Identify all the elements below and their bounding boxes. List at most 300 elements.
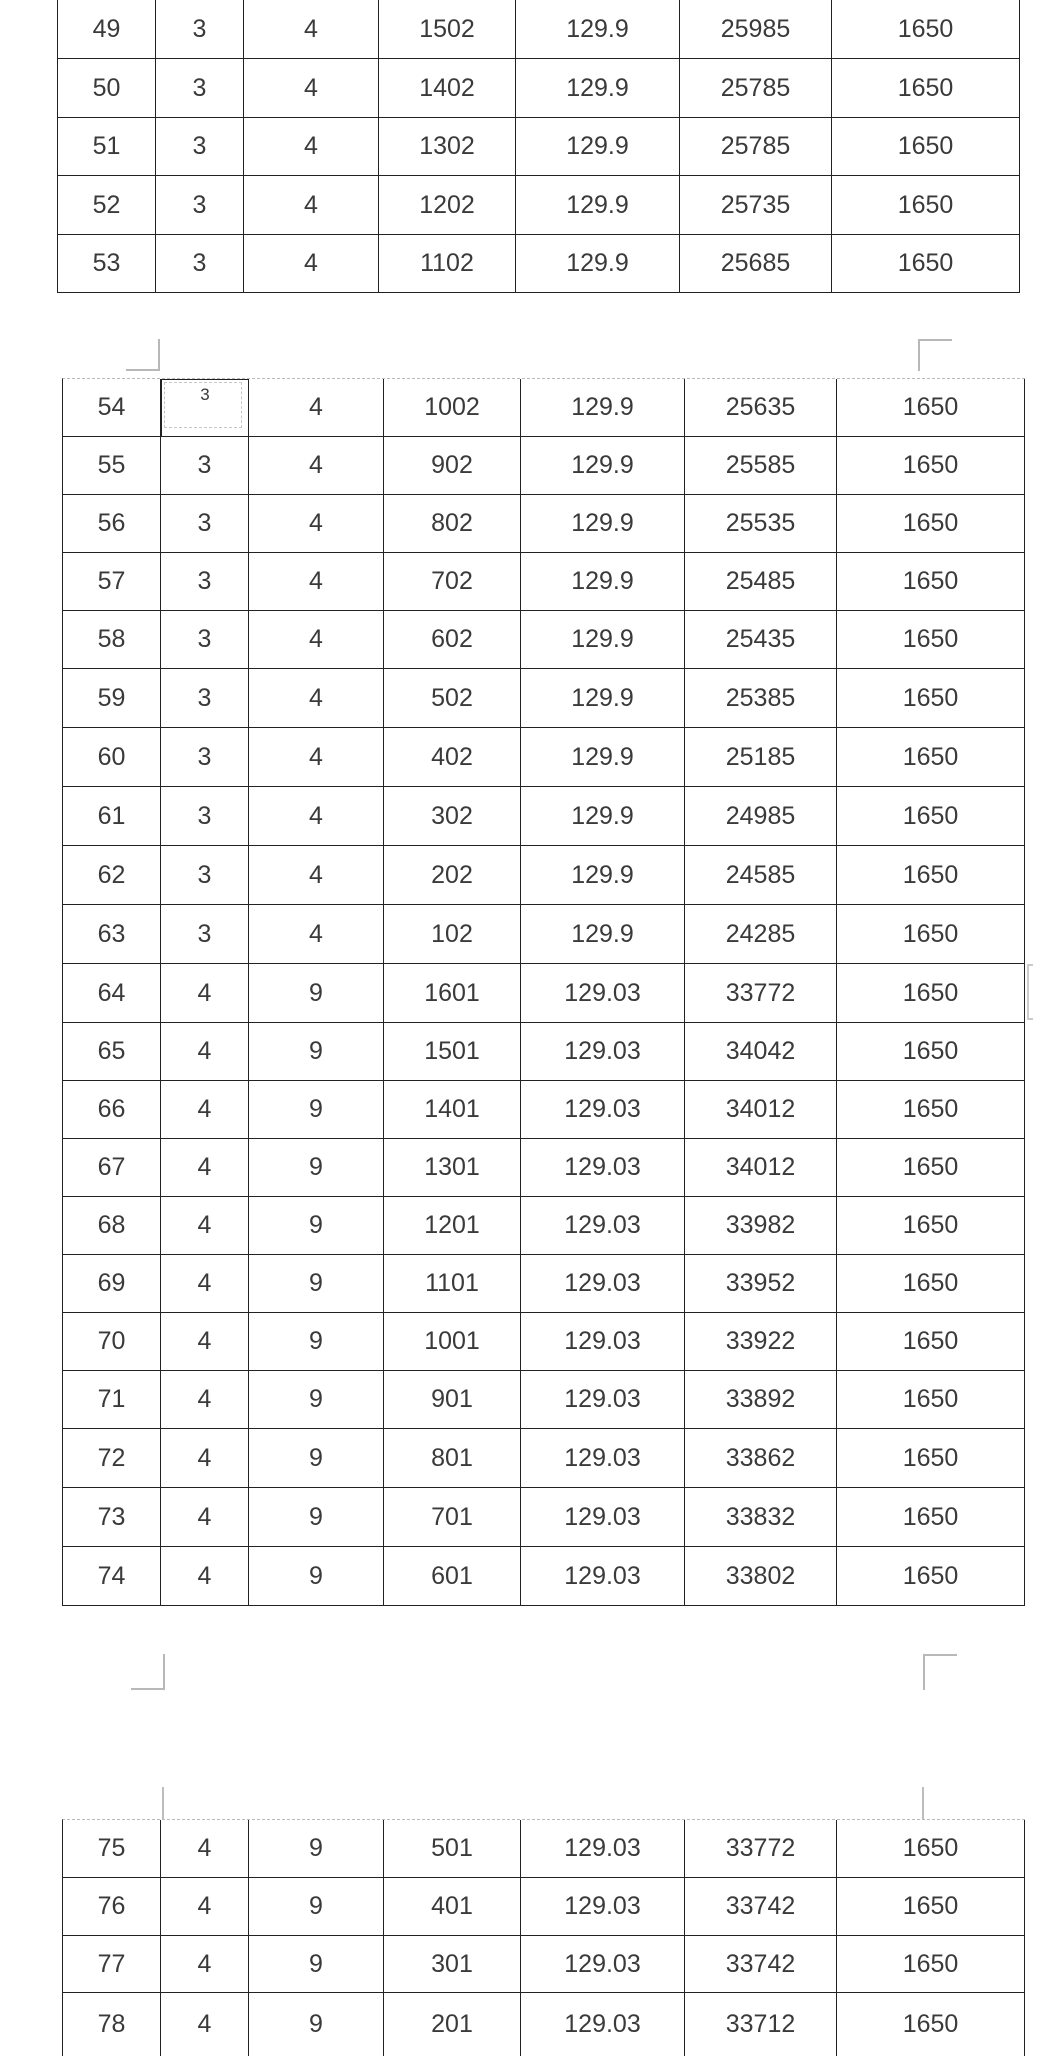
table-cell — [685, 1429, 837, 1488]
cell-value: 9 — [309, 1269, 323, 1297]
table-cell — [384, 905, 521, 964]
row-number-cell — [63, 1878, 161, 1936]
table-cell — [837, 905, 1025, 964]
table-cell — [832, 0, 1020, 59]
cell-value: 4 — [197, 1949, 212, 1978]
cell-value: 129.9 — [571, 742, 634, 771]
table-cell — [837, 1313, 1025, 1371]
row-number-cell — [63, 611, 161, 669]
table-cell — [521, 1081, 685, 1139]
cell-value: 4 — [309, 919, 323, 948]
cell-value: 69 — [97, 1269, 126, 1297]
table-cell — [249, 1023, 384, 1081]
cell-value: 3 — [197, 451, 212, 479]
cell-value: 3 — [192, 14, 207, 43]
table-cell — [161, 437, 249, 495]
cell-value: 1650 — [902, 683, 959, 712]
table-cell — [249, 611, 384, 669]
cell-value: 201 — [431, 2010, 473, 2038]
table-cell — [161, 1081, 249, 1139]
table-cell — [249, 846, 384, 905]
cell-value: 67 — [97, 1153, 126, 1181]
cell-value: 1401 — [424, 1095, 480, 1123]
table-cell — [521, 787, 685, 846]
table-cell — [384, 1023, 521, 1081]
table-cell — [837, 437, 1025, 495]
table-cell — [249, 1255, 384, 1313]
table-cell — [837, 1197, 1025, 1255]
row-number-cell — [63, 964, 161, 1023]
table-cell — [379, 59, 516, 118]
table-cell — [161, 964, 249, 1023]
table-cell — [249, 495, 384, 553]
cell-value: 9 — [309, 1502, 323, 1531]
cell-value: 25385 — [725, 683, 796, 712]
table-cell — [249, 728, 384, 787]
cell-value: 129.9 — [566, 73, 629, 102]
cell-value: 3 — [200, 385, 210, 404]
table-cell — [244, 235, 379, 293]
table-cell — [837, 1936, 1025, 1993]
table-cell — [384, 1488, 521, 1547]
cell-value: 25485 — [725, 567, 796, 595]
table-cell — [837, 846, 1025, 905]
table-cell — [521, 728, 685, 787]
cell-value: 34012 — [725, 1153, 796, 1181]
table-cell — [249, 1488, 384, 1547]
row-number-cell — [63, 787, 161, 846]
page-corner-marker-left — [131, 1654, 165, 1690]
table-cell — [384, 1878, 521, 1936]
cell-value: 1502 — [419, 14, 475, 43]
cell-value: 901 — [431, 1385, 473, 1413]
cell-value: 801 — [431, 1443, 473, 1472]
table-cell — [685, 1488, 837, 1547]
cell-value: 402 — [431, 742, 473, 771]
cell-value: 4 — [309, 860, 323, 889]
row-number-cell — [63, 1139, 161, 1197]
table-cell — [161, 1936, 249, 1993]
cell-value: 9 — [309, 1037, 323, 1065]
table-cell — [685, 1820, 837, 1878]
table-cell — [161, 1429, 249, 1488]
cell-value: 129.9 — [571, 801, 634, 830]
table-cell — [680, 0, 832, 59]
cell-value: 25685 — [720, 249, 791, 277]
cell-value: 129.03 — [564, 1949, 641, 1978]
table-cell — [837, 964, 1025, 1023]
cell-value: 129.9 — [566, 190, 629, 219]
table-cell — [685, 905, 837, 964]
table-cell — [161, 1023, 249, 1081]
table-cell — [685, 846, 837, 905]
table-cell — [161, 611, 249, 669]
table-cell — [161, 728, 249, 787]
table-cell — [832, 118, 1020, 176]
table-cell — [837, 611, 1025, 669]
table-cell — [249, 437, 384, 495]
cell-value: 3 — [197, 919, 212, 948]
table-cell — [384, 1197, 521, 1255]
cell-value: 25635 — [725, 393, 796, 421]
cell-value: 62 — [97, 860, 126, 889]
table-cell — [384, 1139, 521, 1197]
row-number-cell — [63, 1547, 161, 1606]
cell-value: 4 — [197, 1502, 212, 1531]
cell-value: 202 — [431, 860, 473, 889]
table-cell — [516, 176, 680, 235]
cell-value: 4 — [197, 1443, 212, 1472]
row-number-cell — [63, 1488, 161, 1547]
cell-value: 129.9 — [571, 451, 634, 479]
cell-value: 1301 — [424, 1153, 480, 1181]
cell-value: 1650 — [902, 1037, 959, 1065]
cell-value: 60 — [97, 742, 126, 771]
cell-value: 1650 — [902, 1095, 959, 1123]
table-cell — [384, 1313, 521, 1371]
cell-value: 77 — [97, 1949, 126, 1978]
row-number-cell — [63, 437, 161, 495]
cell-value: 4 — [309, 451, 323, 479]
cell-value: 1650 — [902, 1949, 959, 1978]
cell-value: 4 — [197, 2010, 212, 2038]
cell-value: 9 — [309, 1834, 323, 1862]
table-cell — [837, 669, 1025, 728]
table-cell — [384, 1936, 521, 1993]
cell-value: 33832 — [725, 1502, 796, 1531]
cell-value: 1650 — [897, 132, 954, 160]
cell-value: 34042 — [725, 1037, 796, 1065]
cell-value: 4 — [197, 1095, 212, 1123]
table-cell — [521, 905, 685, 964]
cell-value: 129.03 — [564, 1327, 641, 1355]
table-cell — [379, 0, 516, 59]
row-number-cell — [63, 1313, 161, 1371]
table-cell — [685, 379, 837, 437]
table-cell — [384, 437, 521, 495]
table-cell — [521, 1313, 685, 1371]
table-cell — [244, 118, 379, 176]
cell-value: 129.9 — [566, 14, 629, 43]
cell-value: 4 — [309, 742, 323, 771]
table-cell — [521, 1197, 685, 1255]
table-cell — [837, 1371, 1025, 1429]
table-cell — [249, 1878, 384, 1936]
table-cell — [161, 1547, 249, 1606]
cell-value: 3 — [197, 801, 212, 830]
cell-value: 1202 — [419, 190, 475, 219]
table-cell — [685, 1313, 837, 1371]
cell-value: 70 — [97, 1327, 126, 1355]
page-corner-marker-left — [126, 339, 160, 371]
table-cell — [161, 905, 249, 964]
cell-value: 49 — [92, 14, 121, 43]
cell-value: 1650 — [902, 801, 959, 830]
table-cell — [384, 379, 521, 437]
table-cell — [685, 611, 837, 669]
cell-value: 24985 — [725, 801, 796, 830]
cell-value: 1102 — [420, 249, 474, 277]
table-cell — [521, 846, 685, 905]
table-cell — [161, 1488, 249, 1547]
cell-value: 1302 — [419, 132, 475, 160]
table-cell — [521, 964, 685, 1023]
table-cell — [156, 59, 244, 118]
cell-value: 3 — [192, 190, 207, 219]
cell-value: 102 — [431, 919, 473, 948]
cell-value: 25585 — [725, 451, 796, 479]
table-cell — [249, 964, 384, 1023]
table-cell — [685, 495, 837, 553]
table-cell — [837, 1878, 1025, 1936]
cell-value: 3 — [192, 73, 207, 102]
table-cell — [161, 846, 249, 905]
cell-value: 9 — [309, 978, 323, 1007]
cell-value: 25535 — [725, 509, 796, 537]
cell-value: 72 — [97, 1443, 126, 1472]
table-cell — [156, 0, 244, 59]
table-cell — [832, 235, 1020, 293]
cell-value: 1650 — [902, 2010, 959, 2038]
cell-value: 33982 — [725, 1211, 796, 1239]
table-cell — [516, 235, 680, 293]
cell-value: 24285 — [725, 919, 796, 948]
table-cell — [384, 964, 521, 1023]
cell-value: 502 — [431, 683, 473, 712]
row-number-cell — [58, 235, 156, 293]
cell-value: 76 — [97, 1892, 126, 1920]
row-number-cell — [58, 0, 156, 59]
table-cell — [837, 1547, 1025, 1606]
cell-value: 602 — [431, 625, 473, 653]
cell-value: 601 — [431, 1561, 473, 1590]
table-cell — [685, 437, 837, 495]
table-cell — [516, 0, 680, 59]
cell-value: 1650 — [902, 625, 959, 653]
cell-value: 4 — [309, 801, 323, 830]
table-cell — [249, 1081, 384, 1139]
row-number-cell — [63, 1371, 161, 1429]
table-cell — [521, 1547, 685, 1606]
table-cell — [249, 379, 384, 437]
cell-value: 129.9 — [571, 919, 634, 948]
table-cell — [384, 1993, 521, 2056]
cell-value: 1101 — [425, 1269, 479, 1297]
cell-value: 1650 — [902, 567, 959, 595]
cell-value: 3 — [197, 625, 212, 653]
table-cell — [249, 1139, 384, 1197]
cell-value: 1201 — [424, 1211, 480, 1239]
table-cell — [685, 1081, 837, 1139]
cell-value: 4 — [304, 132, 318, 160]
cell-value: 34012 — [725, 1095, 796, 1123]
cell-value: 25785 — [720, 73, 791, 102]
cell-value: 702 — [431, 567, 473, 595]
table-cell — [832, 59, 1020, 118]
page-corner-marker-right — [918, 339, 952, 371]
table-cell — [156, 118, 244, 176]
cell-value: 3 — [197, 860, 212, 889]
cell-value: 73 — [97, 1502, 126, 1531]
table-cell — [384, 728, 521, 787]
row-number-cell — [63, 553, 161, 611]
cell-value: 1650 — [897, 14, 954, 43]
cell-value: 9 — [309, 1385, 323, 1413]
cell-value: 129.03 — [564, 1095, 641, 1123]
cell-value: 9 — [309, 1443, 323, 1472]
cell-value: 3 — [197, 742, 212, 771]
row-number-cell — [63, 1255, 161, 1313]
cell-value: 129.03 — [564, 1834, 641, 1862]
cell-value: 1001 — [424, 1327, 480, 1355]
cell-value: 129.9 — [571, 625, 634, 653]
table-cell — [837, 787, 1025, 846]
cell-value: 1650 — [902, 1211, 959, 1239]
cell-value: 1650 — [902, 919, 959, 948]
table-cell — [832, 176, 1020, 235]
table-cell — [521, 1255, 685, 1313]
cell-value: 129.03 — [564, 1443, 641, 1472]
table-cell — [384, 1255, 521, 1313]
table-cell — [837, 1023, 1025, 1081]
cell-value: 65 — [97, 1037, 126, 1065]
cell-value: 33742 — [725, 1949, 796, 1978]
cell-value: 33802 — [725, 1561, 796, 1590]
table-cell — [685, 1878, 837, 1936]
table-cell — [249, 1371, 384, 1429]
cell-value: 1650 — [902, 1153, 959, 1181]
table-cell — [249, 1197, 384, 1255]
table-cell — [837, 379, 1025, 437]
cell-value: 129.9 — [571, 567, 634, 595]
table-cell — [384, 1547, 521, 1606]
table-cell — [685, 1371, 837, 1429]
cell-value: 9 — [309, 2010, 323, 2038]
cell-value: 9 — [309, 1095, 323, 1123]
table-cell — [837, 728, 1025, 787]
cell-value: 129.9 — [566, 132, 629, 160]
table-cell — [685, 1936, 837, 1993]
table-cell — [685, 1993, 837, 2056]
table-cell — [521, 1878, 685, 1936]
cell-value: 58 — [97, 625, 126, 653]
cell-value: 68 — [97, 1211, 126, 1239]
row-number-cell — [63, 669, 161, 728]
table-cell — [249, 1429, 384, 1488]
row-number-cell — [63, 1023, 161, 1081]
row-number-cell — [63, 379, 161, 437]
table-cell — [685, 728, 837, 787]
table-cell — [379, 176, 516, 235]
table-cell — [521, 495, 685, 553]
table-cell — [837, 1820, 1025, 1878]
cell-value: 4 — [197, 1269, 212, 1297]
cell-value: 1650 — [897, 190, 954, 219]
table-cell — [521, 611, 685, 669]
cell-value: 75 — [97, 1834, 126, 1862]
table-cell — [249, 905, 384, 964]
table-cell — [249, 669, 384, 728]
cell-value: 56 — [97, 509, 126, 537]
table-cell — [685, 787, 837, 846]
cell-value: 24585 — [725, 860, 796, 889]
cell-value: 63 — [97, 919, 126, 948]
row-number-cell — [63, 1081, 161, 1139]
table-cell — [379, 235, 516, 293]
row-number-cell — [63, 1936, 161, 1993]
cell-value: 9 — [309, 1561, 323, 1590]
table-cell — [685, 1255, 837, 1313]
cell-value: 3 — [197, 509, 212, 537]
cell-value: 1650 — [902, 1892, 959, 1920]
cell-value: 9 — [309, 1949, 323, 1978]
table-cell — [685, 1197, 837, 1255]
cell-value: 129.03 — [564, 2010, 641, 2038]
cell-value: 33772 — [725, 978, 796, 1007]
cell-value: 4 — [309, 625, 323, 653]
cell-value: 55 — [97, 451, 126, 479]
table-cell — [521, 1993, 685, 2056]
cell-value: 1650 — [902, 742, 959, 771]
cell-value: 25985 — [720, 14, 791, 43]
cell-value: 1650 — [902, 1443, 959, 1472]
cell-value: 4 — [197, 1327, 212, 1355]
cell-value: 71 — [97, 1385, 126, 1413]
cell-value: 4 — [309, 509, 323, 537]
cell-value: 59 — [97, 683, 126, 712]
cell-value: 401 — [431, 1892, 473, 1920]
table-cell — [161, 1820, 249, 1878]
table-cell — [384, 553, 521, 611]
cell-value: 53 — [92, 249, 121, 277]
cell-value: 129.9 — [571, 860, 634, 889]
table-cell — [685, 1139, 837, 1197]
cell-value: 1002 — [424, 393, 480, 421]
table-cell — [161, 495, 249, 553]
cell-value: 301 — [431, 1949, 473, 1978]
table-cell — [680, 235, 832, 293]
cell-value: 129.9 — [566, 249, 629, 277]
table-cell — [249, 787, 384, 846]
table-cell — [837, 1081, 1025, 1139]
cell-value: 3 — [192, 132, 207, 160]
table-cell — [384, 846, 521, 905]
cell-value: 33922 — [725, 1327, 796, 1355]
cell-value: 1501 — [424, 1037, 480, 1065]
table-edge-handle — [1027, 964, 1033, 1020]
table-fragment-1 — [57, 0, 1020, 293]
cell-value: 1650 — [902, 1561, 959, 1590]
table-cell — [384, 787, 521, 846]
cell-value: 33742 — [725, 1892, 796, 1920]
row-number-cell — [63, 1993, 161, 2056]
row-number-cell — [63, 846, 161, 905]
cell-value: 129.03 — [564, 1385, 641, 1413]
cell-value: 129.03 — [564, 1502, 641, 1531]
cell-value: 66 — [97, 1095, 126, 1123]
row-number-cell — [63, 1429, 161, 1488]
table-cell — [249, 1313, 384, 1371]
cell-value: 129.03 — [564, 1037, 641, 1065]
table-cell — [161, 1993, 249, 2056]
cell-value: 9 — [309, 1892, 323, 1920]
page-margin-line-left — [162, 1787, 164, 1819]
row-number-cell — [63, 728, 161, 787]
cell-value: 4 — [309, 683, 323, 712]
cell-value: 129.9 — [571, 509, 634, 537]
cell-value: 33952 — [725, 1269, 796, 1297]
cell-value: 129.03 — [564, 978, 641, 1007]
